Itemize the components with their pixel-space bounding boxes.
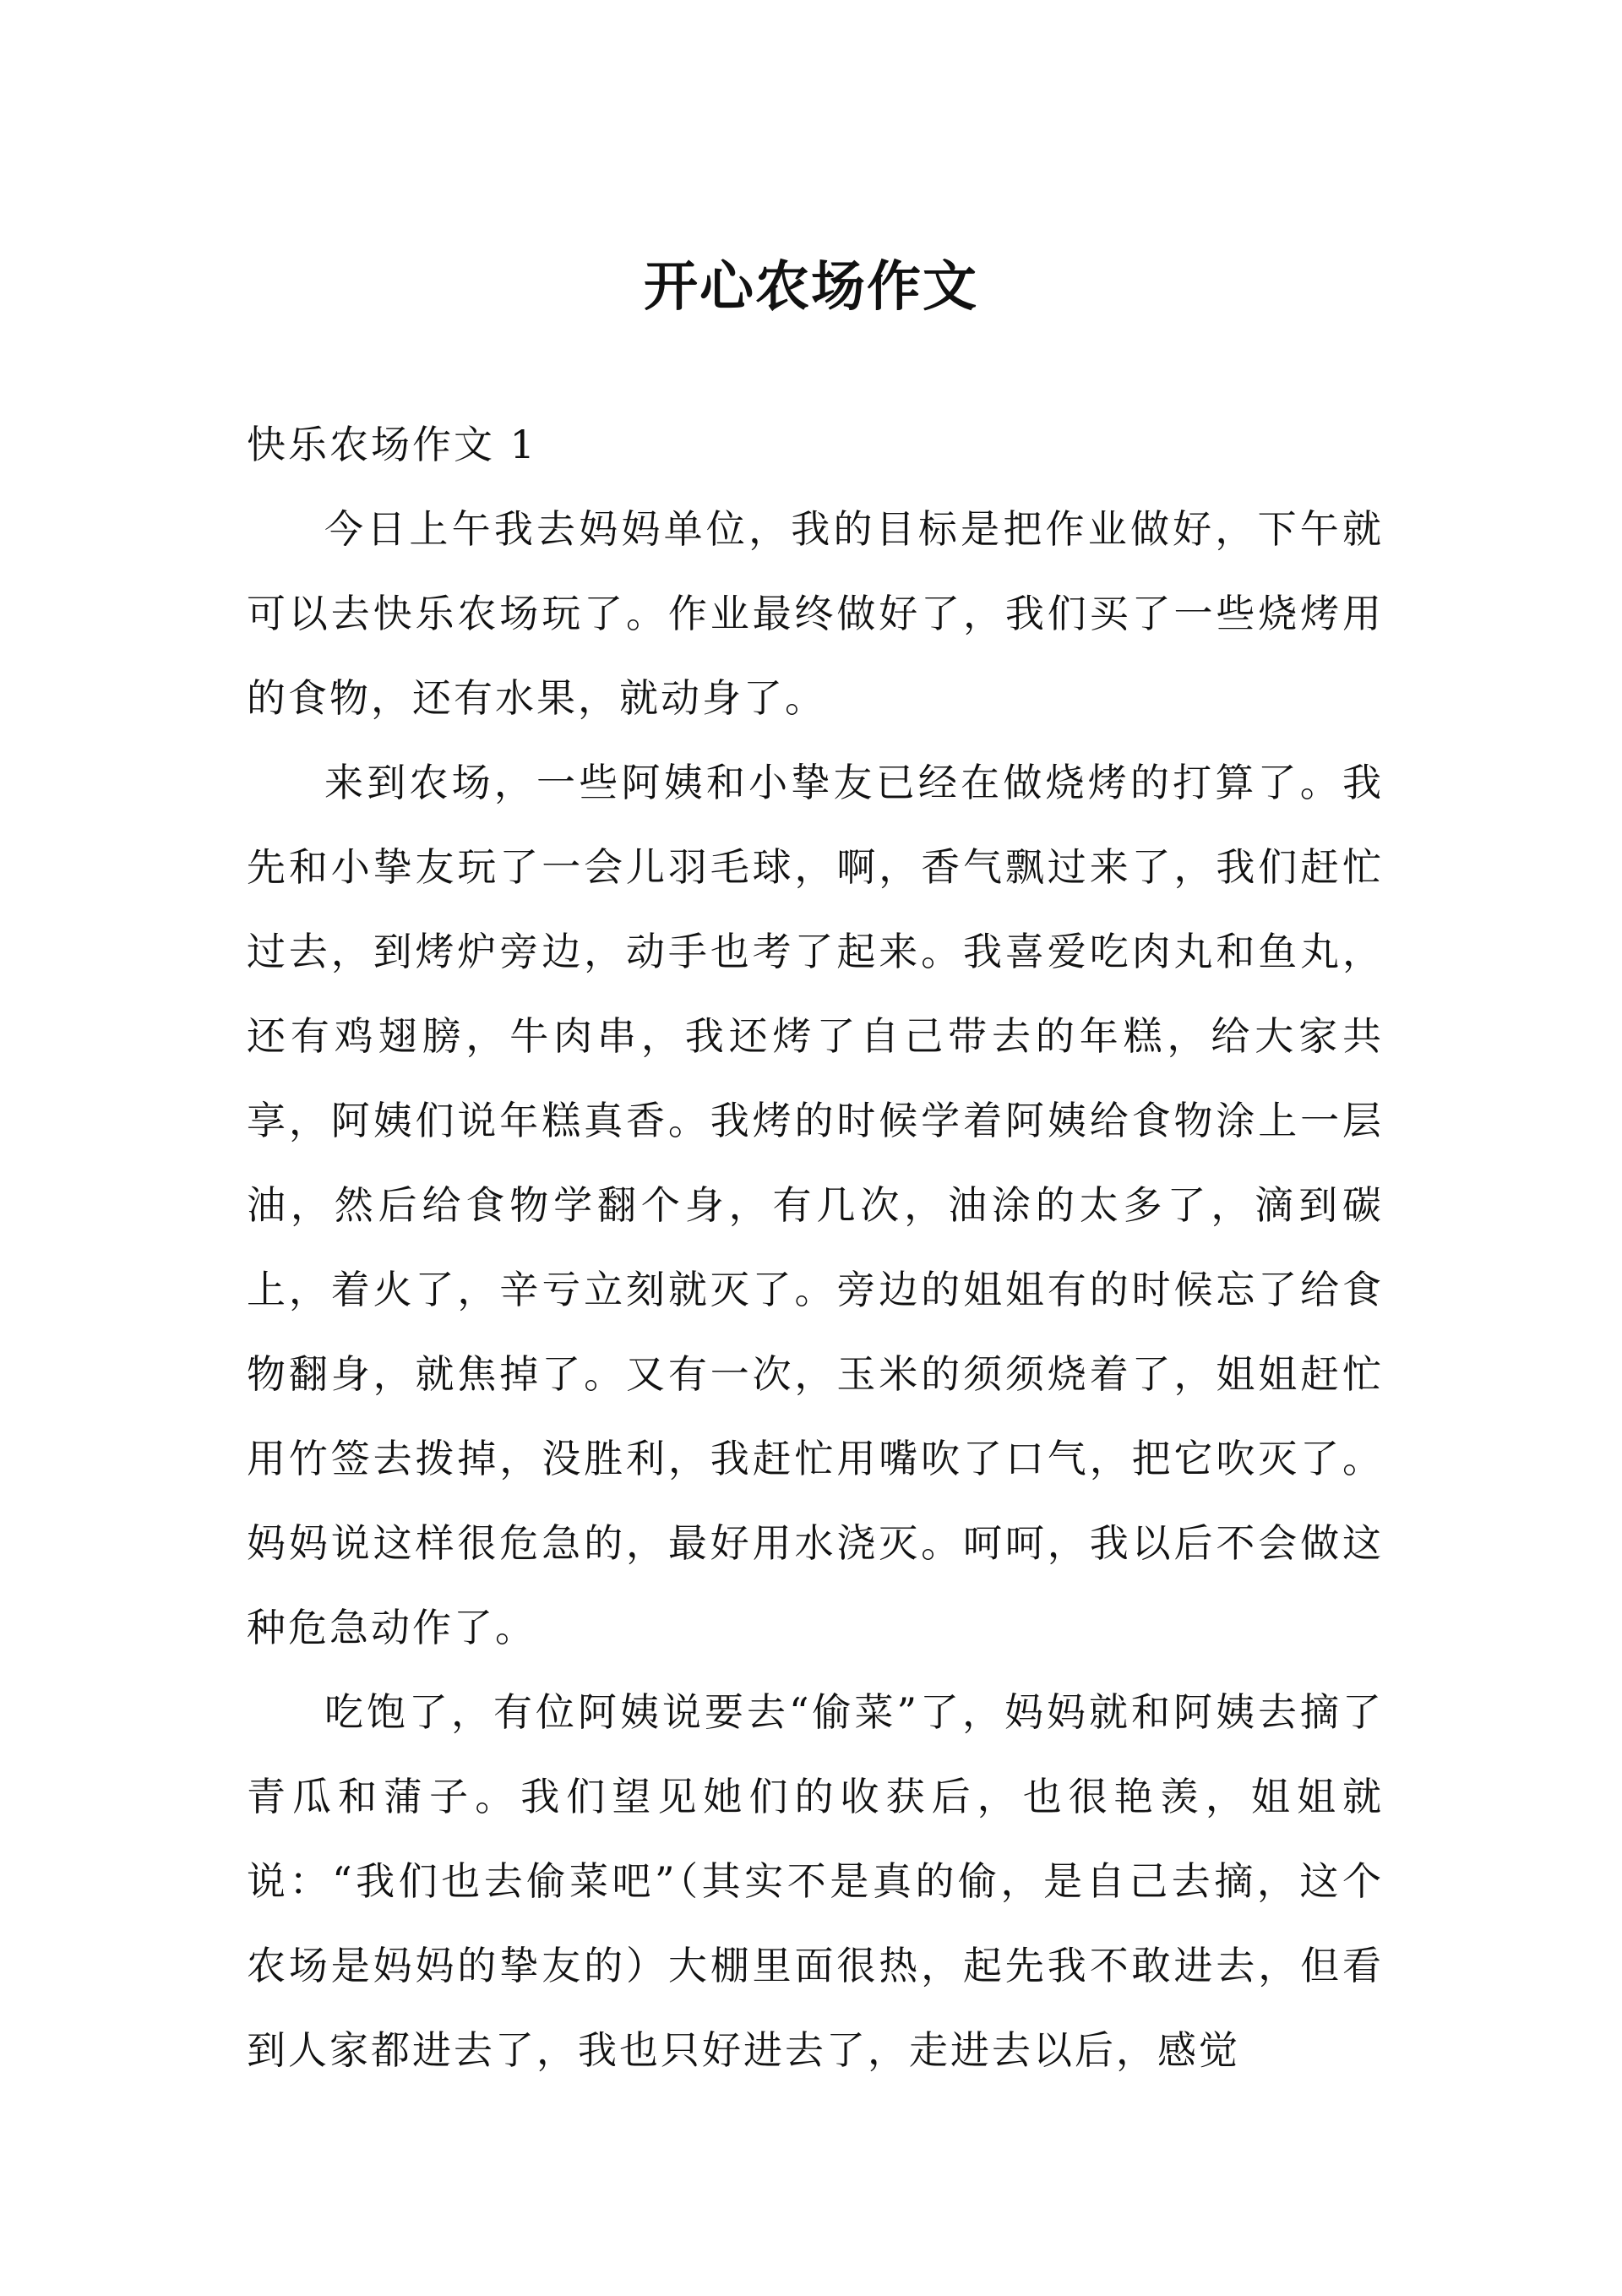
paragraph: 今日上午我去妈妈单位，我的目标是把作业做好，下午就可以去快乐农场玩了。作业最终做好了，我们买了一些烧烤用的食物，还有水果，就动身了。 bbox=[247, 506, 1384, 721]
paragraph: 来到农场，一些阿姨和小挚友已经在做烧烤的打算了。我先和小挚友玩了一会儿羽毛球，啊，香气飘过来了，我们赶忙过去，到烤炉旁边，动手也考了起来。我喜爱吃肉丸和鱼丸，还有鸡翅膀，牛肉串，我还烤了自己带去的年糕，给大家共享，阿姨们说年糕真香。我烤的时候学着阿姨给食物涂上一层油，然后给食物学翻个身，有几次，油涂的太多了，滴到碳上，着火了，辛亏立刻就灭了。旁边的姐姐有的时候忘了给食物翻身，就焦掉了。又有一次，玉米的须须烧着了，姐姐赶忙用竹签去拨掉，没胜利，我赶忙用嘴吹了口气，把它吹灭了。妈妈说这样很危急的，最好用水浇灭。呵呵，我以后不会做这种危急动作了。 bbox=[247, 760, 1384, 1650]
document-body bbox=[247, 402, 1384, 2092]
paragraph: 吃饱了，有位阿姨说要去“偷菜”了，妈妈就和阿姨去摘了青瓜和蒲子。我们望见她们的收获后，也很艳羡，姐姐就说：“我们也去偷菜吧”（其实不是真的偷，是自己去摘，这个农场是妈妈的挚友的）大棚里面很热，起先我不敢进去，但看到人家都进去了，我也只好进去了，走进去以后，感觉 bbox=[247, 1689, 1384, 2073]
section-heading: 快乐农场作文 1 bbox=[247, 422, 537, 467]
document-title: 开心农场作文 bbox=[644, 255, 978, 319]
